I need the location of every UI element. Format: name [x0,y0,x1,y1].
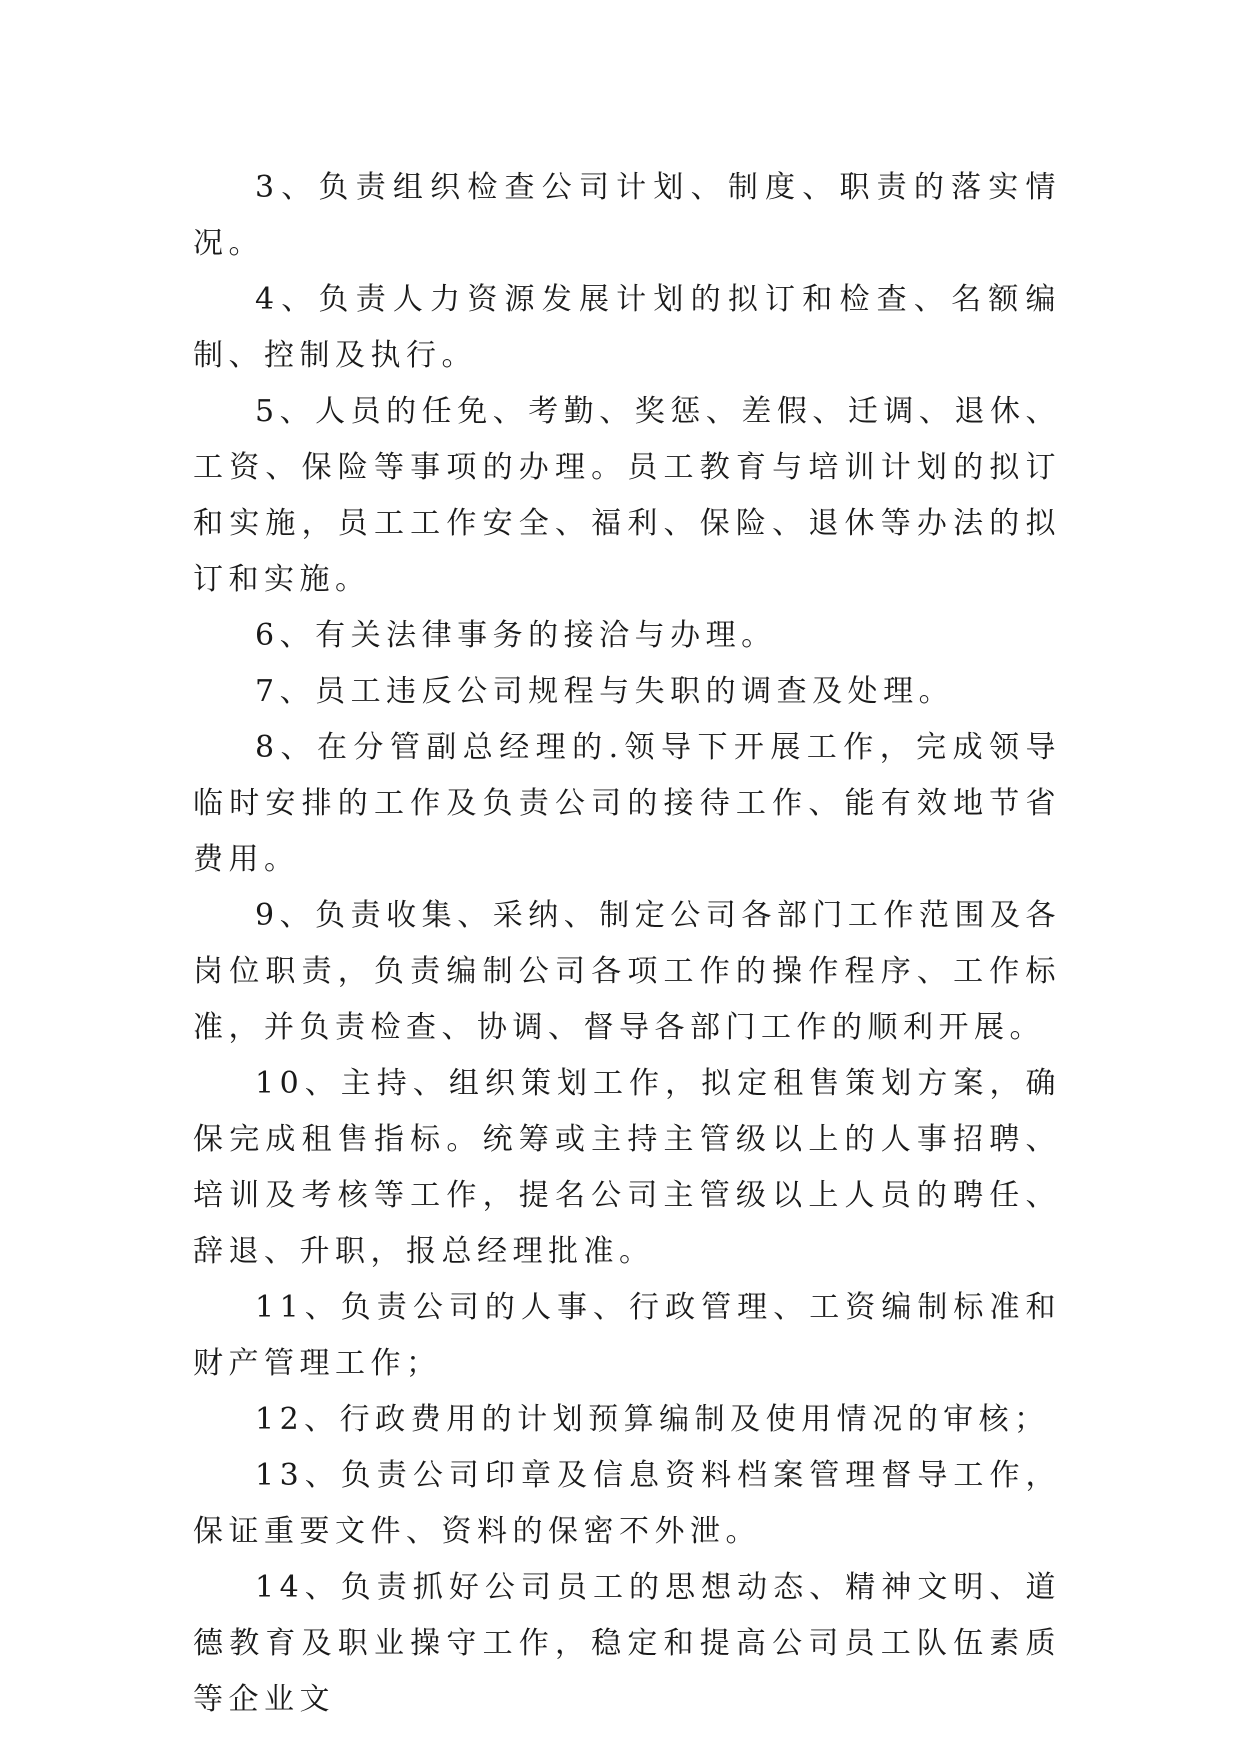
document-body [193,160,1061,1728]
paragraph-item-4: 4、负责人力资源发展计划的拟订和检查、名额编制、控制及执行。 [193,282,1061,373]
paragraph-item-14: 14、负责抓好公司员工的思想动态、精神文明、道德教育及职业操守工作，稳定和提高公司员工队伍素质等企业文 [193,1570,1061,1717]
paragraph-item-7: 7、员工违反公司规程与失职的调查及处理。 [255,674,955,709]
paragraph-item-9: 9、负责收集、采纳、制定公司各部门工作范围及各岗位职责，负责编制公司各项工作的操作程序、工作标准，并负责检查、协调、督导各部门工作的顺利开展。 [193,898,1061,1045]
paragraph-item-11: 11、负责公司的人事、行政管理、工资编制标准和财产管理工作； [193,1290,1061,1381]
paragraph-item-6: 6、有关法律事务的接洽与办理。 [255,618,777,653]
paragraph-item-10: 10、主持、组织策划工作，拟定租售策划方案，确保完成租售指标。统筹或主持主管级以上的人事招聘、培训及考核等工作，提名公司主管级以上人员的聘任、辞退、升职，报总经理批准。 [193,1066,1061,1269]
paragraph-item-3: 3、负责组织检查公司计划、制度、职责的落实情况。 [193,170,1061,261]
paragraph-item-13: 13、负责公司印章及信息资料档案管理督导工作，保证重要文件、资料的保密不外泄。 [193,1458,1061,1549]
paragraph-item-5: 5、人员的任免、考勤、奖惩、差假、迁调、退休、工资、保险等事项的办理。员工教育与培训计划的拟订和实施，员工工作安全、福利、保险、退休等办法的拟订和实施。 [193,394,1061,597]
paragraph-item-8: 8、在分管副总经理的.领导下开展工作，完成领导临时安排的工作及负责公司的接待工作、能有效地节省费用。 [193,730,1061,877]
paragraph-item-12: 12、行政费用的计划预算编制及使用情况的审核； [255,1402,1050,1437]
